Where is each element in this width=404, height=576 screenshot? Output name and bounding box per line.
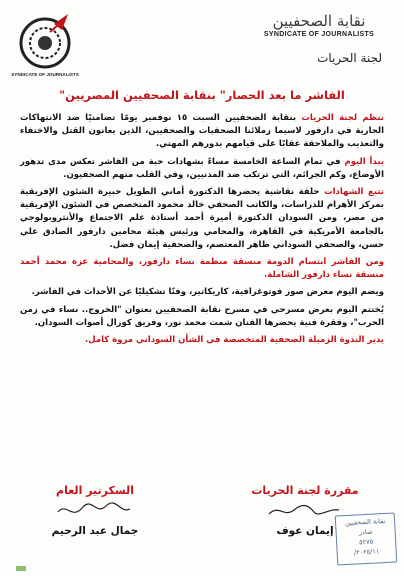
stamp-line: نقابة الصحفيين	[344, 516, 386, 528]
paragraph-text: بنقابة الصحفيين السبت ١٥ نوفمبر يومًا تضامنيًا ضد الانتهاكات الجارية في دارفور لاسيما زملائنا الصحفيات والصحفيين، الذين يعانون القتل والاختفاء والتعذيب والملاحقة عقابًا على قيامهم بدورهم المهني.	[20, 113, 384, 150]
signature-role: السكرتير العام	[56, 484, 134, 497]
committee-name: لجنة الحريات	[317, 51, 382, 65]
paragraph-text: ومن الفاشر ابتسام الدومة منسقة منظمة نساء دارفور، والمحامية عزة محمد أحمد منسقة نساء دارفور الشاملة.	[20, 257, 384, 281]
org-name-arabic: نقابة الصحفيين	[272, 12, 366, 30]
paragraph-text: في تمام الساعة الخامسة مساءً بشهادات حية من الفاشر تعكس مدى تدهور الأوضاع، وكم الجرائم، التي ترتكب ضد المدنيين، وفي القلب منهم الصحفيون.	[20, 156, 384, 180]
logo-text: SYNDICATE OF JOURNALISTS	[11, 72, 79, 77]
paragraph	[20, 186, 384, 252]
stamp-line: ٥٢٧٥	[358, 537, 374, 547]
letterhead	[244, 12, 394, 38]
paragraph	[20, 286, 384, 299]
paragraph-lead: يبدأ اليوم	[344, 156, 385, 167]
signature-block-secretary	[40, 484, 150, 537]
paragraph	[20, 112, 384, 152]
stamp-line: ٢٠٢٥/١١/	[353, 547, 380, 557]
paragraph	[20, 256, 384, 282]
handwritten-signature-icon	[264, 500, 344, 522]
footer-mark	[16, 566, 26, 571]
handwritten-signature-icon	[54, 500, 134, 522]
org-name-english: SYNDICATE OF JOURNALISTS	[263, 31, 375, 38]
signature-name: إيمان عوف	[276, 525, 334, 537]
syndicate-logo-icon	[10, 10, 80, 80]
paragraph	[20, 304, 384, 330]
paragraph	[20, 334, 384, 347]
paragraph-text: يُختتم اليوم بعرض مسرحي في مسرح نقابة الصحفيين بعنوان "الخروج.. نساء في زمن الحرب"، وفقرة فنية يحضرها الفنان شمت محمد نور، وفريق كورال أصوات السودان.	[20, 304, 384, 328]
document-body	[20, 112, 384, 351]
paragraph-text: ويضم اليوم معرض صور فوتوغرافية، كاريكاتير، وفنًا تشكيليًا عن الأحداث في الفاشر.	[31, 287, 384, 298]
paragraph-text: يدير الندوة الزميلة الصحفية المتخصصة في الشأن السوداني مروة كامل.	[85, 335, 384, 346]
document-title: "الفاشر ما بعد الحصار" بنقابة الصحفيين المصريين	[59, 88, 345, 102]
signature-role: مقررة لجنة الحريات	[251, 484, 359, 497]
paragraph	[20, 156, 384, 182]
registry-stamp	[335, 512, 398, 565]
stamp-line: صادر	[358, 527, 373, 537]
paragraph-text: حلقة نقاشية يحضرها الدكتورة أماني الطويل خبيرة الشئون الإفريقية بمركز الأهرام للدراسات، والكاتب الصحفي خالد محمود المتخصص في الشئون الإفريقية من مصر، ومن السودان الدكتورة أميرة أحمد أستاذة علم الاجتماع والأنثروبولوجي بالجامعة الأمريكية في القاهرة، والمحامي ورئيس هيئة محامين دارفور الصادق علي حسن، والصحفي السوداني طاهر المعتصم، والصحفية إيمان فضل.	[20, 187, 384, 250]
signature-name: جمال عبد الرحيم	[51, 525, 139, 537]
paragraph-lead: تنظم لجنة الحريات	[301, 113, 384, 123]
paragraph-lead: تتبع الشهادات	[324, 187, 384, 198]
